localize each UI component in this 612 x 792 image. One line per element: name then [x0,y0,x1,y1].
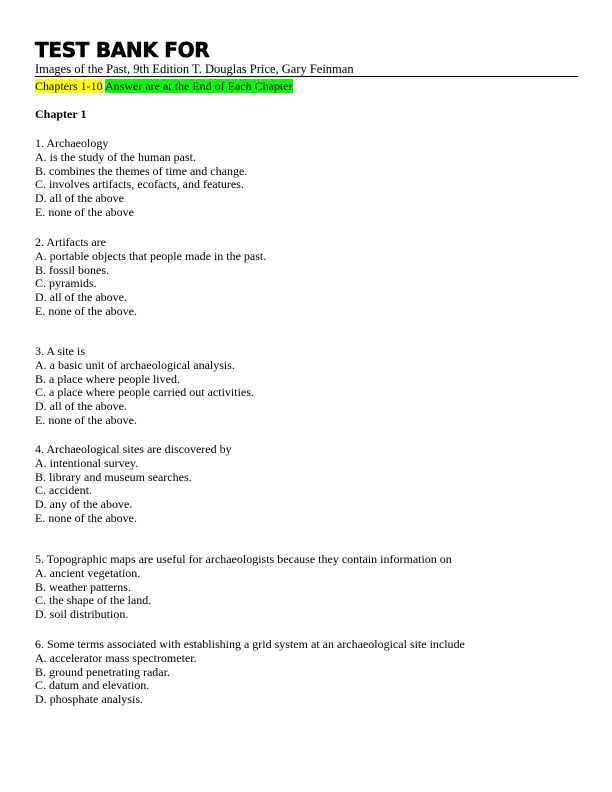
question-stem: 6. Some terms associated with establishing a grid system at an archaeological site include [35,637,465,651]
answer-option: A. intentional survey. [35,455,139,470]
chapter-heading: Chapter 1 [35,107,87,121]
answer-option: A. portable objects that people made in the past. [35,248,267,263]
answer-option: A. is the study of the human past. [35,149,196,164]
answer-option: D. phosphate analysis. [35,692,143,707]
answers-note-highlight: Answer are at the End of Each Chapter [105,79,293,93]
answer-option: B. fossil bones. [35,262,110,277]
question-stem: 4. Archaeological sites are discovered by [35,442,232,456]
answer-option: C. involves artifacts, ecofacts, and features. [35,177,244,192]
chapters-range-highlight: Chapters 1-10 [35,79,103,93]
answer-option: B. a place where people lived. [35,371,180,386]
question-stem: 1. Archaeology [35,136,109,150]
answer-option: D. all of the above. [35,290,127,305]
answer-option: C. pyramids. [35,276,97,291]
document-subtitle: Images of the Past, 9th Edition T. Douglas Price, Gary Feinman [35,62,354,76]
answer-option: E. none of the above. [35,303,137,318]
answer-option: B. ground penetrating radar. [35,664,170,679]
answer-option: E. none of the above [35,204,134,219]
question-stem: 2. Artifacts are [35,235,106,249]
answer-option: D. any of the above. [35,497,133,512]
answer-option: A. accelerator mass spectrometer. [35,650,197,665]
question-item [35,553,452,622]
answer-option: A. a basic unit of archaeological analysis. [35,357,235,372]
answer-option: D. all of the above. [35,399,127,414]
answer-option: C. datum and elevation. [35,678,150,693]
question-item [35,638,465,707]
chapters-note [35,79,293,94]
header-divider [35,76,578,77]
document-title: TEST BANK FOR [35,38,210,62]
answer-option: A. ancient vegetation. [35,565,141,580]
question-item [35,345,254,428]
answer-option: D. all of the above [35,191,124,206]
question-item [35,236,266,319]
answer-option: B. weather patterns. [35,579,131,594]
answer-option: C. a place where people carried out activities. [35,385,254,400]
answer-option: C. accident. [35,483,92,498]
answer-option: D. soil distribution. [35,607,129,622]
question-item [35,443,232,526]
answer-option: E. none of the above. [35,412,137,427]
question-item [35,137,247,220]
question-stem: 3. A site is [35,344,86,358]
answer-option: B. library and museum searches. [35,469,192,484]
answer-option: C. the shape of the land. [35,593,152,608]
question-stem: 5. Topographic maps are useful for archaeologists because they contain information on [35,552,452,566]
answer-option: B. combines the themes of time and change. [35,163,248,178]
answer-option: E. none of the above. [35,510,137,525]
